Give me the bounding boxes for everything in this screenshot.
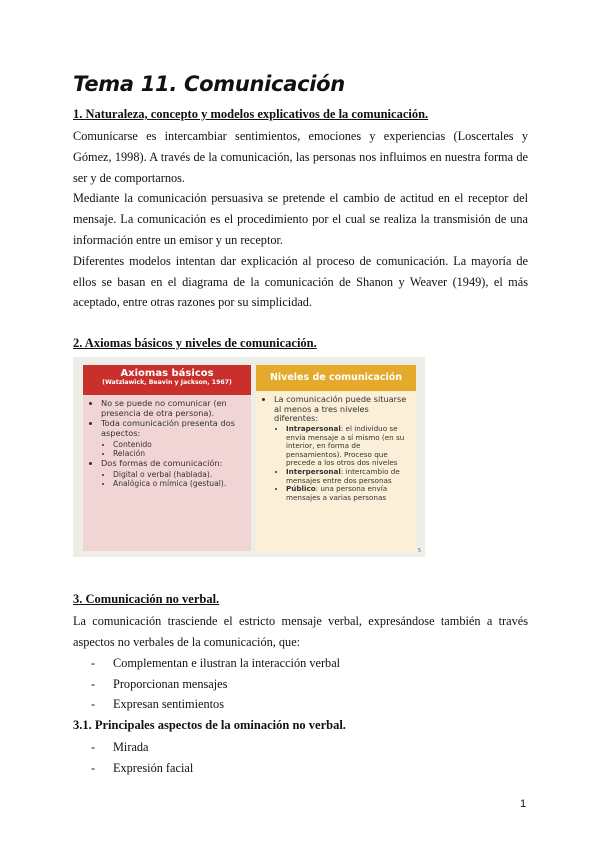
list-item: - Mirada: [73, 737, 528, 758]
axiomas-header: [83, 365, 251, 395]
nivel-publico-label: Público: [286, 484, 316, 494]
section3-list: [73, 653, 528, 715]
section2-heading: 2. Axiomas básicos y niveles de comunicación.: [73, 336, 317, 351]
axioma-1: • No se puede no comunicar (en presencia de otra persona).: [101, 399, 247, 418]
section1-heading: 1. Naturaleza, concepto y modelos explicativos de la comunicación.: [73, 107, 429, 121]
axioma-2: [101, 419, 247, 458]
niveles-list: [256, 395, 416, 502]
page-number: 1: [520, 798, 527, 810]
axiomas-list: [83, 399, 251, 488]
niveles-intro-text: La comunicación puede situarse al menos a tres niveles diferentes:: [274, 394, 407, 424]
nivel-publico: [286, 485, 412, 502]
niveles-intro: [274, 395, 412, 502]
nivel-intrapersonal-text: : el individuo se envía mensaje a sí mismo (en su interior, en forma de pensamientos). Proceso que precede a los otros dos niveles: [286, 423, 405, 468]
document-page: [73, 72, 528, 779]
slide-number: 5: [417, 548, 421, 555]
nivel-intrapersonal: [286, 425, 412, 468]
nivel-interpersonal-text: : intercambio de mensajes entre dos personas: [286, 466, 400, 485]
list-item: - Expresan sentimientos: [73, 694, 528, 715]
axiomas-subtitle: (Watzlawick, Beavin y Jackson, 1967): [102, 379, 232, 387]
axioma-2-text: Toda comunicación presenta dos aspectos:: [101, 418, 235, 438]
section1-paragraph-2: Mediante la comunicación persuasiva se pretende el cambio de actitud en el receptor del mensaje. La comunicación es el procedimiento por el cual se realiza la transmisión de una información entre un emisor y un receptor.: [73, 191, 528, 247]
nivel-interpersonal-label: Interpersonal: [286, 466, 341, 476]
document-title: Tema 11. Comunicación: [73, 72, 345, 96]
list-item: - Proporcionan mensajes: [73, 674, 528, 695]
section3-1-heading: 3.1. Principales aspectos de la ominación no verbal.: [73, 718, 346, 733]
axioma-2-relacion: • Relación: [113, 449, 247, 458]
list-item: - Complementan e ilustran la interacción verbal: [73, 653, 528, 674]
nivel-publico-text: : una persona envía mensajes a varias personas: [286, 484, 388, 502]
axioma-2-contenido: • Contenido: [113, 440, 247, 449]
section3-1-list: [73, 737, 528, 779]
axioma-3-analogica: • Analógica o mímica (gestual).: [113, 479, 247, 488]
nivel-interpersonal: [286, 468, 412, 485]
section3-paragraph: La comunicación trasciende el estricto mensaje verbal, expresándose también a través aspectos no verbales de la comunicación, que:: [73, 614, 528, 649]
nivel-intrapersonal-label: Intrapersonal: [286, 423, 341, 433]
section1-paragraph-1: Comunicarse es intercambiar sentimientos, emociones y experiencias (Loscertales y Gómez, 1998). A través de la comunicación, las personas nos influimos en nuestra forma de ser y de comportarnos.: [73, 129, 528, 185]
section3-heading: 3. Comunicación no verbal.: [73, 592, 220, 607]
niveles-title: Niveles de comunicación: [256, 365, 416, 391]
section1-paragraph-3: Diferentes modelos intentan dar explicación al proceso de comunicación. La mayoría de ellos se basan en el diagrama de la comunicación de Shanon y Weaver (1949), el más aceptado, entre otras razones por su simplicidad.: [73, 253, 528, 310]
axiomas-panel: [83, 365, 251, 551]
axioma-3-text: Dos formas de comunicación:: [101, 457, 223, 468]
axioma-3-digital: • Digital o verbal (hablada).: [113, 470, 247, 479]
list-item: - Expresión facial: [73, 758, 528, 779]
niveles-panel: [256, 365, 416, 551]
axioma-3: [101, 459, 247, 488]
axioms-levels-infographic: [73, 357, 425, 557]
axiomas-title: Axiomas básicos: [120, 368, 214, 380]
